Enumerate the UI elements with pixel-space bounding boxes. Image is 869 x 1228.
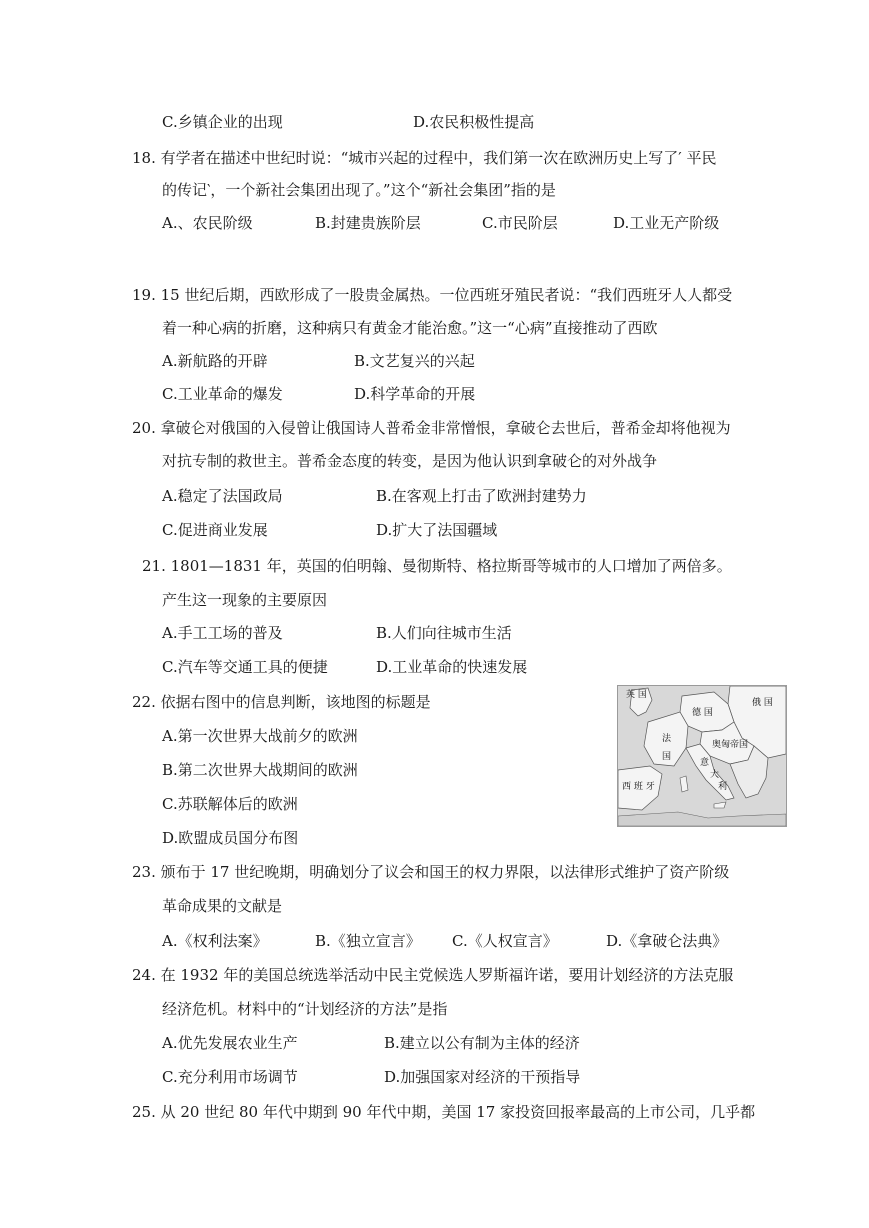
q20-stem-line2: 对抗专制的救世主。普希金态度的转变，是因为他认识到拿破仑的对外战争: [162, 452, 658, 470]
q23-option-c: C.《人权宣言》: [452, 932, 558, 950]
q19-option-a: A.新航路的开辟: [162, 352, 268, 370]
q25-stem-line1: 25. 从 20 世纪 80 年代中期到 90 年代中期，美国 17 家投资回报率最高的上市公司，几乎都: [132, 1103, 756, 1121]
q24-stem-line2: 经济危机。材料中的“计划经济的方法”是指: [162, 1000, 448, 1018]
q24-stem-line1: 24. 在 1932 年的美国总统选举活动中民主党候选人罗斯福许诺，要用计划经济的方法克服: [132, 966, 734, 984]
q19-option-b: B.文艺复兴的兴起: [354, 352, 475, 370]
q19-stem-line2: 着一种心病的折磨，这种病只有黄金才能治愈。”这一“心病”直接推动了西欧: [162, 319, 658, 337]
q24-option-d: D.加强国家对经济的干预指导: [384, 1068, 581, 1086]
q23-stem-line1: 23. 颁布于 17 世纪晚期，明确划分了议会和国王的权力界限，以法律形式维护了资产阶级: [132, 863, 730, 881]
map-label-italy-2: 大: [710, 770, 720, 780]
q19-option-d: D.科学革命的开展: [354, 385, 476, 403]
q22-option-b: B.第二次世界大战期间的欧洲: [162, 761, 358, 779]
map-label-russia: 俄 国: [752, 698, 773, 708]
q23-option-b: B.《独立宣言》: [315, 932, 421, 950]
q18-option-c: C.市民阶层: [482, 214, 558, 232]
q22-stem-line1: 22. 依据右图中的信息判断，该地图的标题是: [132, 693, 431, 711]
q17-option-c: C.乡镇企业的出现: [162, 113, 283, 131]
q18-stem-line2: 的传记‵，一个新社会集团出现了。”这个“新社会集团”指的是: [162, 181, 556, 199]
q24-option-b: B.建立以公有制为主体的经济: [384, 1034, 580, 1052]
q21-option-a: A.手工工场的普及: [162, 624, 283, 642]
q21-option-b: B.人们向往城市生活: [376, 624, 512, 642]
map-label-spain: 西 班 牙: [622, 782, 655, 792]
q18-option-d: D.工业无产阶级: [613, 214, 720, 232]
map-label-austria-hungary: 奥匈帝国: [712, 740, 749, 750]
q20-option-c: C.促进商业发展: [162, 521, 268, 539]
europe-map-figure: [617, 685, 787, 827]
q19-stem-line1: 19. 15 世纪后期，西欧形成了一股贵金属热。一位西班牙殖民者说：“我们西班牙人人都受: [132, 286, 733, 304]
q21-option-d: D.工业革命的快速发展: [376, 658, 528, 676]
map-label-britain: 英 国: [626, 690, 647, 700]
q18-stem-line1: 18. 有学者在描述中世纪时说：“城市兴起的过程中，我们第一次在欧洲历史上写了′ 平民: [132, 149, 717, 167]
map-label-germany: 德 国: [692, 708, 713, 718]
q22-option-a: A.第一次世界大战前夕的欧洲: [162, 727, 358, 745]
q21-stem-line2: 产生这一现象的主要原因: [162, 591, 328, 609]
q21-option-c: C.汽车等交通工具的便捷: [162, 658, 328, 676]
q20-option-a: A.稳定了法国政局: [162, 487, 283, 505]
q24-option-c: C.充分利用市场调节: [162, 1068, 298, 1086]
q19-option-c: C.工业革命的爆发: [162, 385, 283, 403]
map-label-italy-1: 意: [700, 758, 710, 768]
map-label-italy-3: 利: [718, 782, 728, 792]
q22-option-d: D.欧盟成员国分布图: [162, 829, 299, 847]
q18-option-b: B.封建贵族阶层: [315, 214, 421, 232]
map-label-france-2: 国: [662, 752, 672, 762]
q20-option-d: D.扩大了法国疆域: [376, 521, 498, 539]
q17-option-d: D.农民积极性提高: [413, 113, 535, 131]
q23-stem-line2: 革命成果的文献是: [162, 897, 283, 915]
map-label-france-1: 法: [662, 734, 672, 744]
q23-option-a: A.《权利法案》: [162, 932, 268, 950]
q21-stem-line1: 21. 1801—1831 年，英国的伯明翰、曼彻斯特、格拉斯哥等城市的人口增加了两倍多。: [142, 557, 732, 575]
q22-option-c: C.苏联解体后的欧洲: [162, 795, 298, 813]
q20-stem-line1: 20. 拿破仑对俄国的入侵曾让俄国诗人普希金非常憎恨，拿破仑去世后，普希金却将他视为: [132, 419, 731, 437]
q23-option-d: D.《拿破仑法典》: [606, 932, 728, 950]
q18-option-a: A.、农民阶级: [162, 214, 253, 232]
q20-option-b: B.在客观上打击了欧洲封建势力: [376, 487, 587, 505]
q24-option-a: A.优先发展农业生产: [162, 1034, 298, 1052]
